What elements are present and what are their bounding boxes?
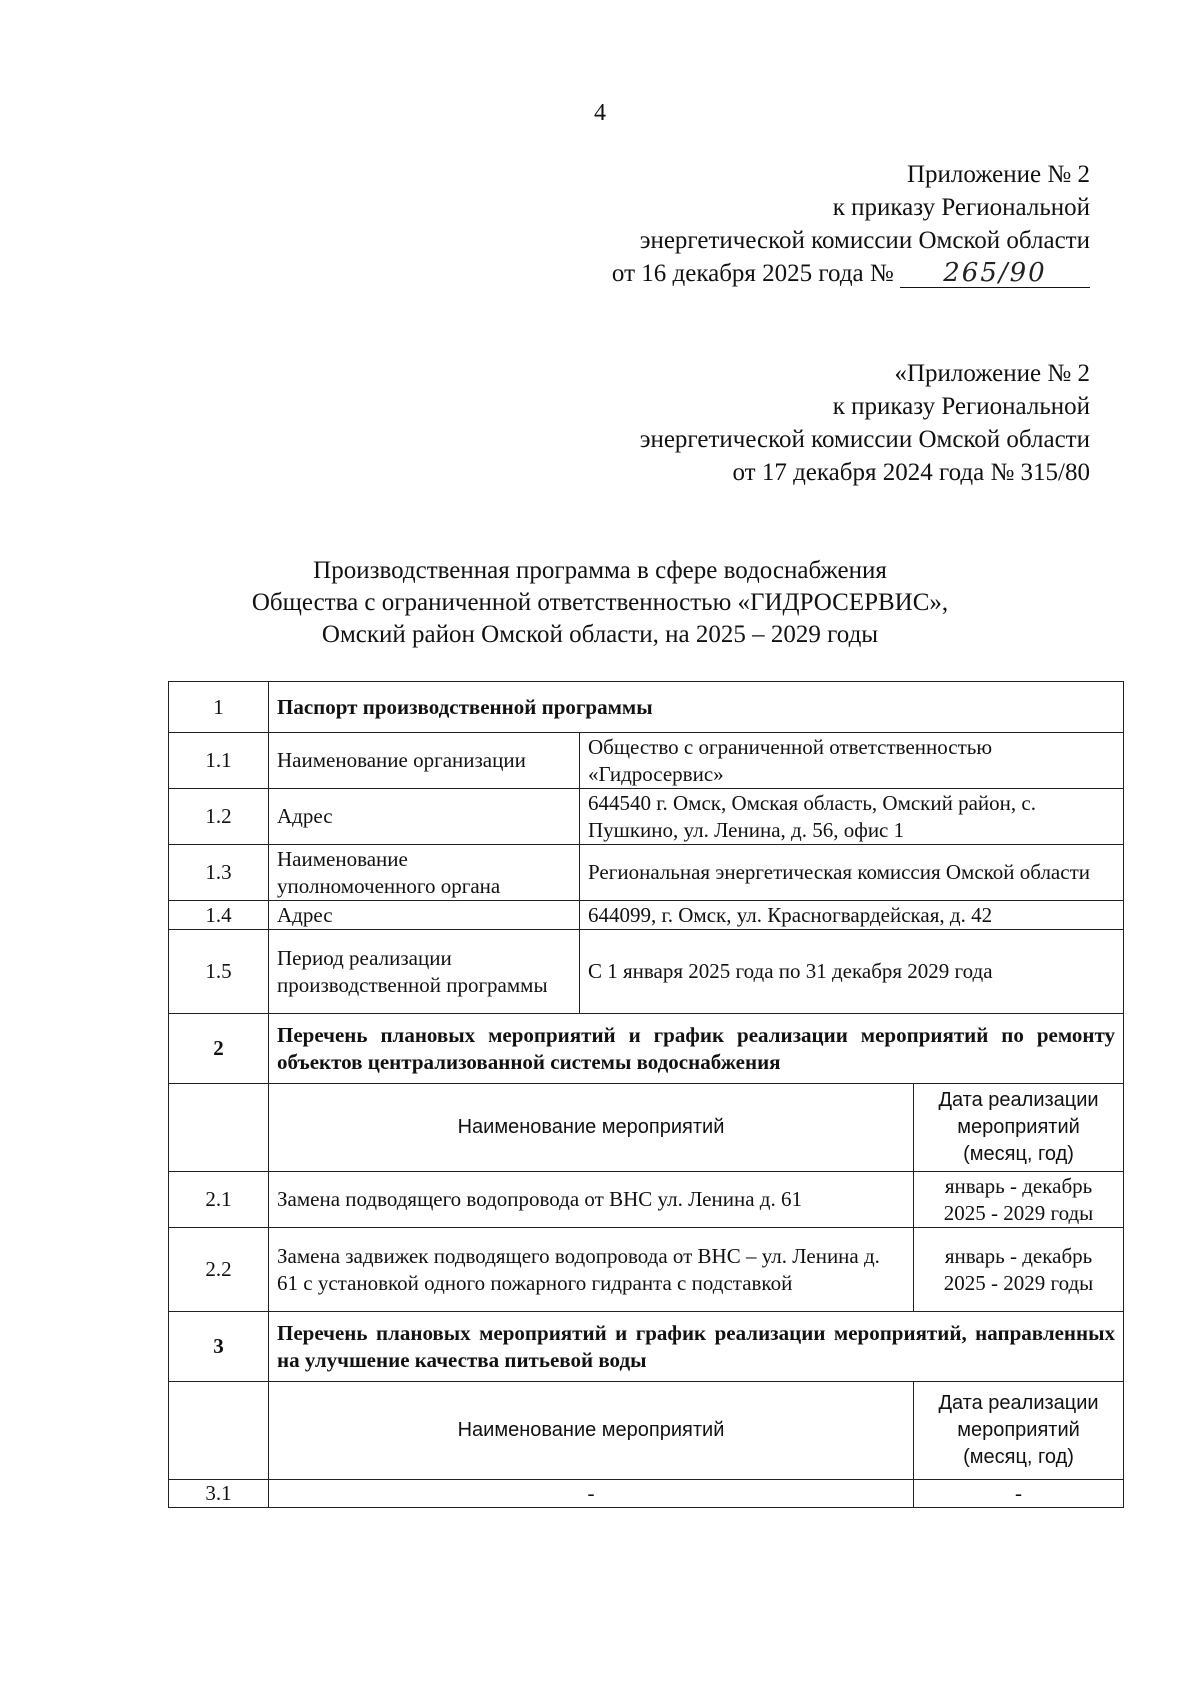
- appendix-date: от 16 декабря 2025 года №: [611, 260, 894, 287]
- row-number: 2.1: [169, 1172, 269, 1228]
- activity-date: -: [914, 1480, 1124, 1508]
- appendix-date-line: [612, 257, 1090, 290]
- table-row: [169, 845, 1124, 901]
- row-label: Период реализации производственной программы: [269, 930, 580, 1014]
- table-row: [169, 901, 1124, 930]
- row-value: Общество с ограниченной ответственностью «Гидросервис»: [580, 733, 1124, 789]
- row-number: 3.1: [169, 1480, 269, 1508]
- activity-name: -: [269, 1480, 914, 1508]
- section-number: 1: [169, 682, 269, 733]
- appendix-order-ref: к приказу Региональной: [832, 393, 1090, 420]
- header-activity-date: Дата реализации мероприятий (месяц, год): [914, 1084, 1124, 1172]
- table-row: [169, 789, 1124, 845]
- table-row: [169, 1480, 1124, 1508]
- table-row: [169, 1228, 1124, 1312]
- appendix-order-ref: к приказу Региональной: [832, 194, 1090, 221]
- row-value: 644540 г. Омск, Омская область, Омский район, с. Пушкино, ул. Ленина, д. 56, офис 1: [580, 789, 1124, 845]
- header-activity-name: Наименование мероприятий: [269, 1382, 914, 1480]
- row-label: Адрес: [269, 901, 580, 930]
- appendix-date-line: от 17 декабря 2024 года № 315/80: [732, 459, 1090, 486]
- empty-cell: [169, 1382, 269, 1480]
- title-line: Производственная программа в сфере водоснабжения: [313, 557, 887, 584]
- activity-date: январь - декабрь 2025 - 2029 годы: [914, 1228, 1124, 1312]
- appendix-title: Приложение № 2: [906, 161, 1090, 188]
- row-number: 1.1: [169, 733, 269, 789]
- appendix-header-previous: [640, 357, 1090, 489]
- section-title: Перечень плановых мероприятий и график реализации мероприятий, направленных на улучшение качества питьевой воды: [269, 1312, 1124, 1382]
- handwritten-order-number: 265/90: [900, 259, 1090, 288]
- row-value: С 1 января 2025 года по 31 декабря 2029 года: [580, 930, 1124, 1014]
- table-row: [169, 733, 1124, 789]
- activity-date: январь - декабрь 2025 - 2029 годы: [914, 1172, 1124, 1228]
- appendix-header-current: [612, 158, 1090, 290]
- title-line: Общества с ограниченной ответственностью «ГИДРОСЕРВИС»,: [251, 589, 949, 616]
- activity-name: Замена подводящего водопровода от ВНС ул. Ленина д. 61: [269, 1172, 914, 1228]
- column-header-row: [169, 1084, 1124, 1172]
- row-number: 1.4: [169, 901, 269, 930]
- section-header-row: [169, 1014, 1124, 1084]
- section-title: Перечень плановых мероприятий и график реализации мероприятий по ремонту объектов централизованной системы водоснабжения: [269, 1014, 1124, 1084]
- appendix-commission: энергетической комиссии Омской области: [639, 227, 1090, 254]
- section-title: Паспорт производственной программы: [269, 682, 1124, 733]
- document-title: [0, 555, 1200, 651]
- page-number: 4: [594, 100, 606, 126]
- production-program-table: [168, 681, 1124, 1508]
- row-value: 644099, г. Омск, ул. Красногвардейская, д. 42: [580, 901, 1124, 930]
- table-row: [169, 1172, 1124, 1228]
- row-value: Региональная энергетическая комиссия Омской области: [580, 845, 1124, 901]
- section-header-row: [169, 1312, 1124, 1382]
- empty-cell: [169, 1084, 269, 1172]
- header-activity-date: Дата реализации мероприятий (месяц, год): [914, 1382, 1124, 1480]
- column-header-row: [169, 1382, 1124, 1480]
- appendix-commission: энергетической комиссии Омской области: [639, 426, 1090, 453]
- row-number: 1.2: [169, 789, 269, 845]
- row-label: Наименование уполномоченного органа: [269, 845, 580, 901]
- row-number: 1.3: [169, 845, 269, 901]
- row-number: 2.2: [169, 1228, 269, 1312]
- row-number: 1.5: [169, 930, 269, 1014]
- section-number: 3: [169, 1312, 269, 1382]
- appendix-title: «Приложение № 2: [894, 360, 1090, 387]
- section-number: 2: [169, 1014, 269, 1084]
- header-activity-name: Наименование мероприятий: [269, 1084, 914, 1172]
- section-header-row: [169, 682, 1124, 733]
- row-label: Адрес: [269, 789, 580, 845]
- title-line: Омский район Омской области, на 2025 – 2029 годы: [321, 621, 879, 648]
- row-label: Наименование организации: [269, 733, 580, 789]
- table-row: [169, 930, 1124, 1014]
- activity-name: Замена задвижек подводящего водопровода от ВНС – ул. Ленина д. 61 с установкой одного пожарного гидранта с подставкой: [269, 1228, 914, 1312]
